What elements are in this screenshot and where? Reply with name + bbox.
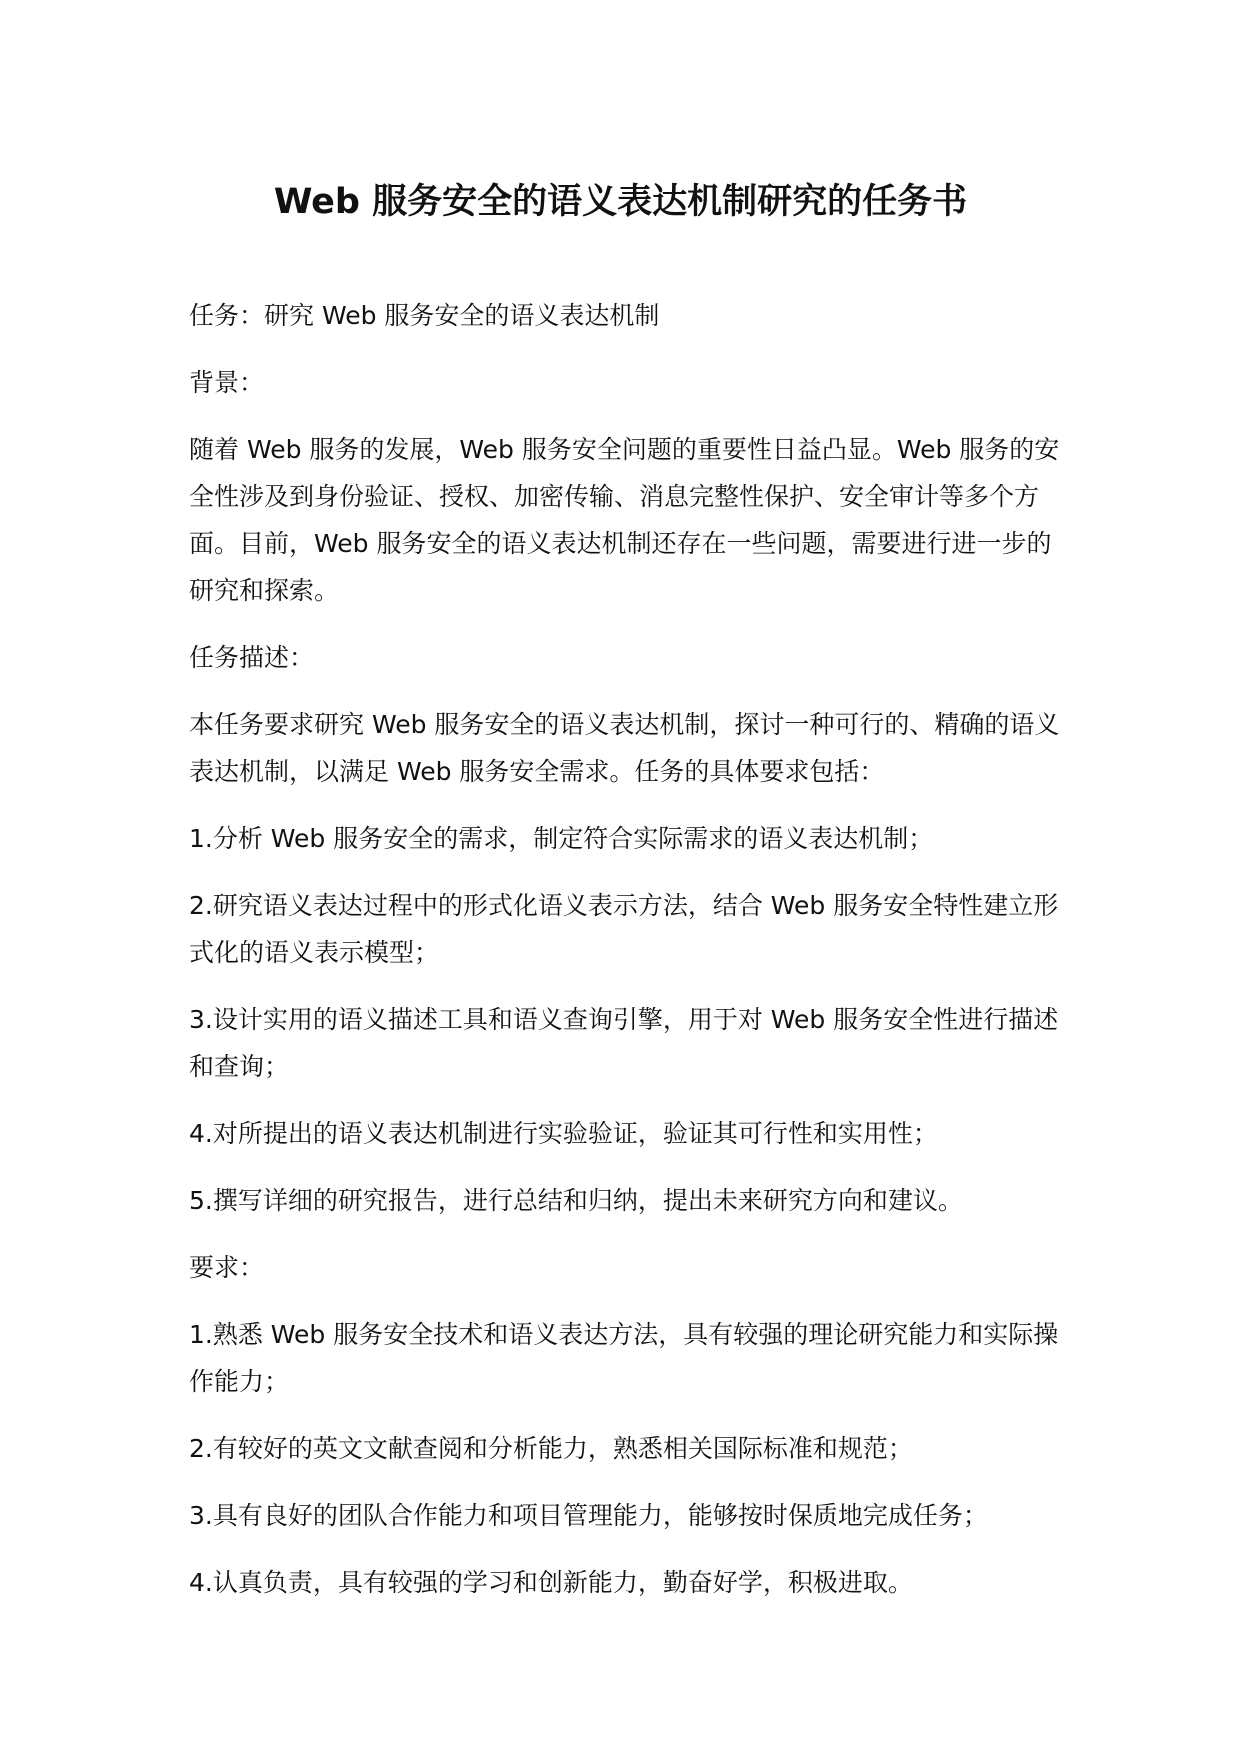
task-item-3: 3.设计实用的语义描述工具和语义查询引擎，用于对 Web 服务安全性进行描述和查询； [189, 1005, 1059, 1081]
requirement-item-2: 2.有较好的英文文献查阅和分析能力，熟悉相关国际标准和规范； [189, 1434, 913, 1463]
task-item-4: 4.对所提出的语义表达机制进行实验验证，验证其可行性和实用性； [189, 1119, 938, 1148]
document-body [189, 292, 1069, 1626]
task-item-2: 2.研究语义表达过程中的形式化语义表示方法，结合 Web 服务安全特性建立形式化的语义表示模型； [189, 891, 1059, 967]
task-description-heading: 任务描述： [189, 643, 315, 672]
requirements-heading: 要求： [189, 1253, 265, 1282]
task-description-paragraph: 本任务要求研究 Web 服务安全的语义表达机制，探讨一种可行的、精确的语义表达机制，以满足 Web 服务安全需求。任务的具体要求包括： [189, 710, 1060, 786]
task-item-1: 1.分析 Web 服务安全的需求，制定符合实际需求的语义表达机制； [189, 824, 934, 853]
requirement-item-3: 3.具有良好的团队合作能力和项目管理能力，能够按时保质地完成任务； [189, 1501, 988, 1530]
document-title: Web 服务安全的语义表达机制研究的任务书 [273, 182, 968, 222]
background-heading: 背景： [189, 368, 265, 397]
task-line: 任务：研究 Web 服务安全的语义表达机制 [189, 301, 660, 330]
background-paragraph: 随着 Web 服务的发展，Web 服务安全问题的重要性日益凸显。Web 服务的安全性涉及到身份验证、授权、加密传输、消息完整性保护、安全审计等多个方面。目前，Web 服务安全的语义表达机制还存在一些问题，需要进行进一步的研究和探索。 [189, 435, 1060, 605]
requirement-item-4: 4.认真负责，具有较强的学习和创新能力，勤奋好学，积极进取。 [189, 1568, 913, 1597]
task-item-5: 5.撰写详细的研究报告，进行总结和归纳，提出未来研究方向和建议。 [189, 1186, 963, 1215]
requirement-item-1: 1.熟悉 Web 服务安全技术和语义表达方法，具有较强的理论研究能力和实际操作能力； [189, 1320, 1059, 1396]
